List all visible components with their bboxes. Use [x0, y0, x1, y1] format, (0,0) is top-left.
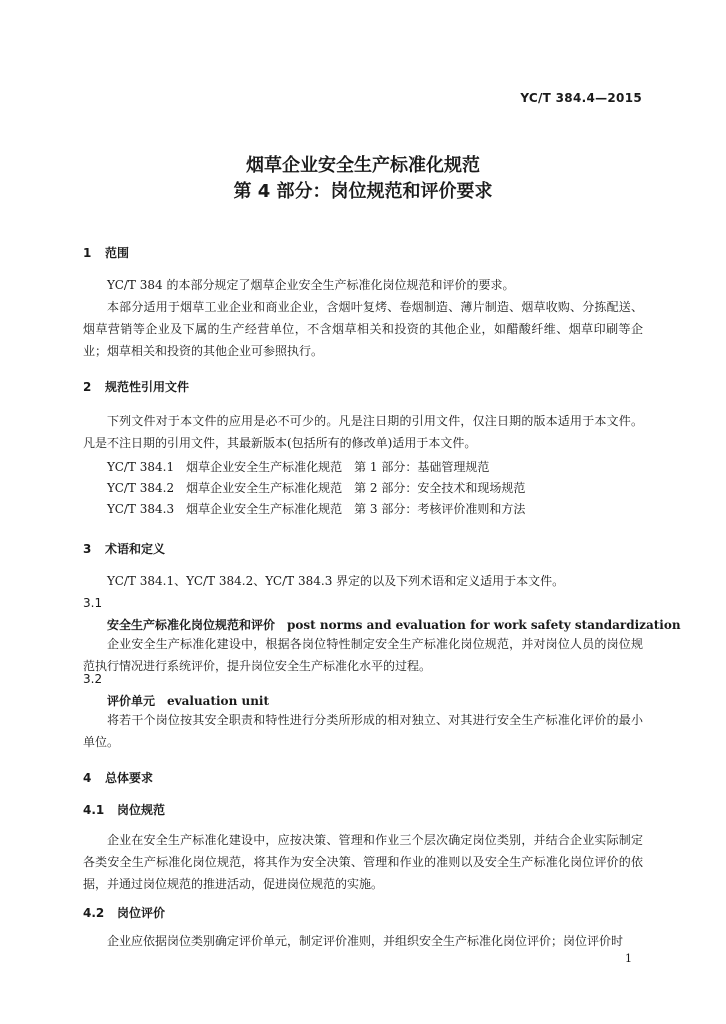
term-entry	[107, 616, 681, 633]
paragraph: 下列文件对于本文件的应用是必不可少的。凡是注日期的引用文件，仅注日期的版本适用于本文件。凡是不注日期的引用文件，其最新版本(包括所有的修改单)适用于本文件。	[83, 414, 643, 450]
document-title: 烟草企业安全生产标准化规范	[246, 155, 480, 176]
term-chinese: 安全生产标准化岗位规范和评价	[107, 618, 276, 632]
section-title: 规范性引用文件	[105, 380, 190, 394]
term-chinese: 评价单元	[107, 694, 156, 708]
subsection-heading-post-evaluation	[83, 904, 165, 921]
section-title: 术语和定义	[105, 542, 166, 556]
reference-item: YC/T 384.1 烟草企业安全生产标准化规范 第 1 部分：基础管理规范	[107, 460, 490, 474]
paragraph: YC/T 384.1、YC/T 384.2、YC/T 384.3 界定的以及下列术语和定义适用于本文件。	[107, 574, 565, 588]
subsection-number: 4.1	[83, 803, 105, 817]
paragraph: YC/T 384 的本部分规定了烟草企业安全生产标准化岗位规范和评价的要求。	[107, 278, 515, 292]
term-definition: 将若干个岗位按其安全职责和特性进行分类所形成的相对独立、对其进行安全生产标准化评价的最小单位。	[83, 713, 643, 749]
section-title: 总体要求	[105, 771, 154, 785]
section-number: 3	[83, 542, 92, 556]
section-heading-general-requirements	[83, 769, 153, 786]
standard-code: YC/T 384.4—2015	[520, 91, 642, 105]
term-number: 3.1	[83, 596, 103, 610]
term-definition: 企业安全生产标准化建设中，根据各岗位特性制定安全生产标准化岗位规范，并对岗位人员的岗位规范执行情况进行系统评价，提升岗位安全生产标准化水平的过程。	[83, 637, 643, 673]
term-entry	[107, 692, 269, 709]
subsection-number: 4.2	[83, 906, 105, 920]
section-heading-scope	[83, 244, 129, 261]
page-number: 1	[625, 952, 632, 965]
document-subtitle: 第 4 部分：岗位规范和评价要求	[233, 181, 493, 202]
paragraph: 本部分适用于烟草工业企业和商业企业，含烟叶复烤、卷烟制造、薄片制造、烟草收购、分拣配送、烟草营销等企业及下属的生产经营单位，不含烟草相关和投资的其他企业，如醋酸纤维、烟草印刷等企业；烟草相关和投资的其他企业可参照执行。	[83, 300, 643, 358]
reference-item: YC/T 384.2 烟草企业安全生产标准化规范 第 2 部分：安全技术和现场规范	[107, 481, 526, 495]
paragraph: 企业在安全生产标准化建设中，应按决策、管理和作业三个层次确定岗位类别，并结合企业实际制定各类安全生产标准化岗位规范，将其作为安全决策、管理和作业的准则以及安全生产标准化岗位评价的依据，并通过岗位规范的推进活动，促进岗位规范的实施。	[83, 833, 643, 891]
reference-item: YC/T 384.3 烟草企业安全生产标准化规范 第 3 部分：考核评价准则和方法	[107, 502, 526, 516]
subsection-heading-post-norms	[83, 801, 165, 818]
paragraph: 企业应依据岗位类别确定评价单元，制定评价准则，并组织安全生产标准化岗位评价；岗位评价时	[107, 934, 624, 948]
section-heading-normative-references	[83, 378, 189, 395]
subsection-title: 岗位评价	[117, 906, 166, 920]
section-number: 2	[83, 380, 92, 394]
term-english: post norms and evaluation for work safety standardization	[287, 618, 681, 632]
section-title: 范围	[105, 246, 130, 260]
section-number: 1	[83, 246, 92, 260]
section-heading-terms	[83, 540, 165, 557]
term-english: evaluation unit	[167, 694, 270, 708]
subsection-title: 岗位规范	[117, 803, 166, 817]
term-number: 3.2	[83, 672, 103, 686]
section-number: 4	[83, 771, 92, 785]
